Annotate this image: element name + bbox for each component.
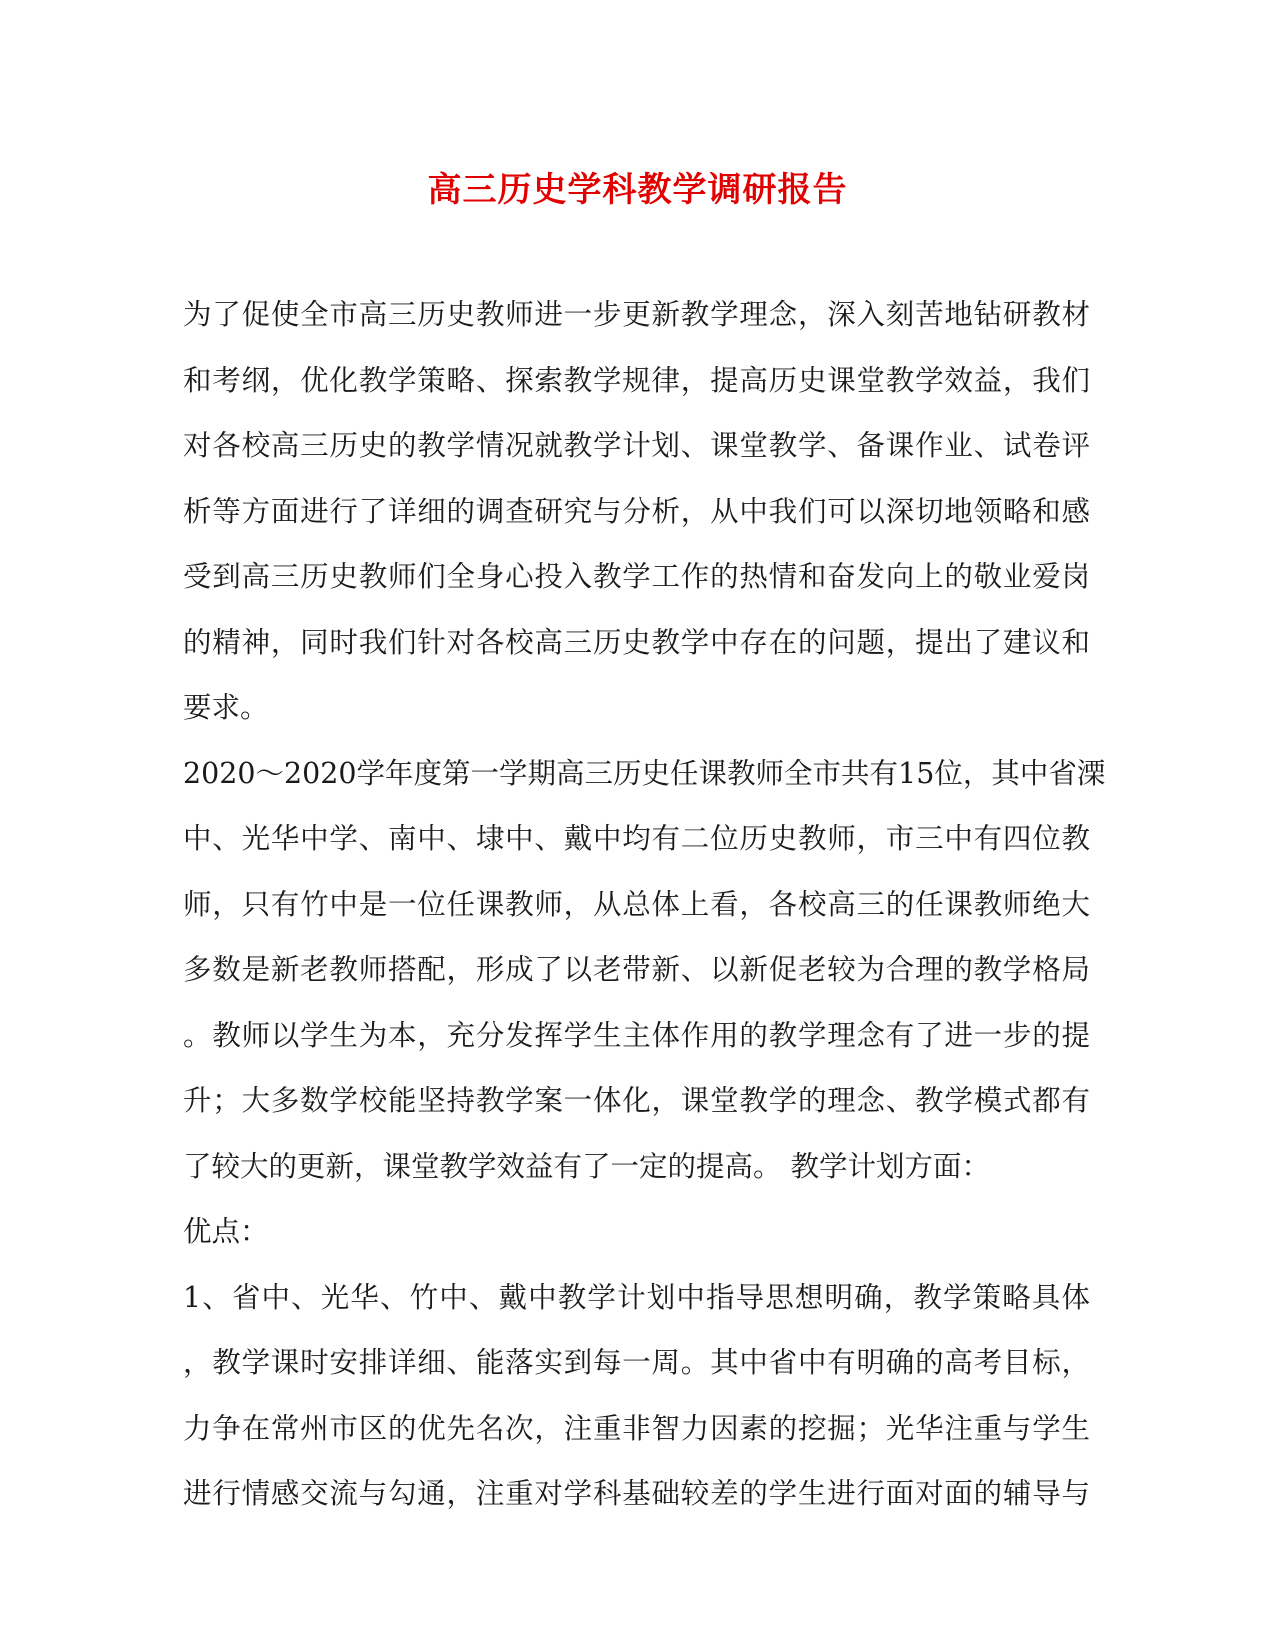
paragraph-line: 了较大的更新，课堂教学效益有了一定的提高。 教学计划方面： — [183, 1149, 991, 1183]
paragraph-line: 力争在常州市区的优先名次，注重非智力因素的挖掘；光华注重与学生 — [183, 1411, 1090, 1445]
paragraph-line: 。教师以学生为本，充分发挥学生主体作用的教学理念有了进一步的提 — [183, 1018, 1090, 1052]
paragraph-line: 受到高三历史教师们全身心投入教学工作的热情和奋发向上的敬业爱岗 — [183, 560, 1090, 593]
paragraph-line: 进行情感交流与勾通，注重对学科基础较差的学生进行面对面的辅导与 — [183, 1477, 1090, 1510]
paragraph-line: 对各校高三历史的教学情况就教学计划、课堂教学、备课作业、试卷评 — [183, 429, 1090, 462]
paragraph-line: 的精神，同时我们针对各校高三历史教学中存在的问题，提出了建议和 — [183, 625, 1090, 659]
paragraph-line: 升；大多数学校能坚持教学案一体化，课堂教学的理念、教学模式都有 — [183, 1084, 1090, 1117]
paragraph-line: 和考纲，优化教学策略、探索教学规律，提高历史课堂教学效益，我们 — [183, 363, 1090, 397]
paragraph-line: 为了促使全市高三历史教师进一步更新教学理念，深入刻苦地钻研教材 — [183, 298, 1090, 331]
paragraph-line: 2020～2020学年度第一学期高三历史任课教师全市共有15位，其中省溧 — [183, 756, 1106, 790]
paragraph-line: ，教学课时安排详细、能落实到每一周。其中省中有明确的高考目标， — [183, 1346, 1090, 1379]
paragraph-line: 1、省中、光华、竹中、戴中教学计划中指导思想明确，教学策略具体 — [183, 1280, 1090, 1314]
document-body — [183, 282, 1106, 1527]
paragraph-line: 析等方面进行了详细的调查研究与分析，从中我们可以深切地领略和感 — [183, 494, 1090, 528]
document-title: 高三历史学科教学调研报告 — [427, 170, 848, 210]
paragraph-line: 中、光华中学、南中、埭中、戴中均有二位历史教师，市三中有四位教 — [183, 822, 1090, 855]
paragraph-line: 要求。 — [183, 691, 269, 724]
paragraph-line: 多数是新老教师搭配，形成了以老带新、以新促老较为合理的教学格局 — [183, 953, 1090, 986]
paragraph-line: 优点： — [183, 1215, 269, 1248]
paragraph-line: 师，只有竹中是一位任课教师，从总体上看，各校高三的任课教师绝大 — [183, 887, 1090, 921]
